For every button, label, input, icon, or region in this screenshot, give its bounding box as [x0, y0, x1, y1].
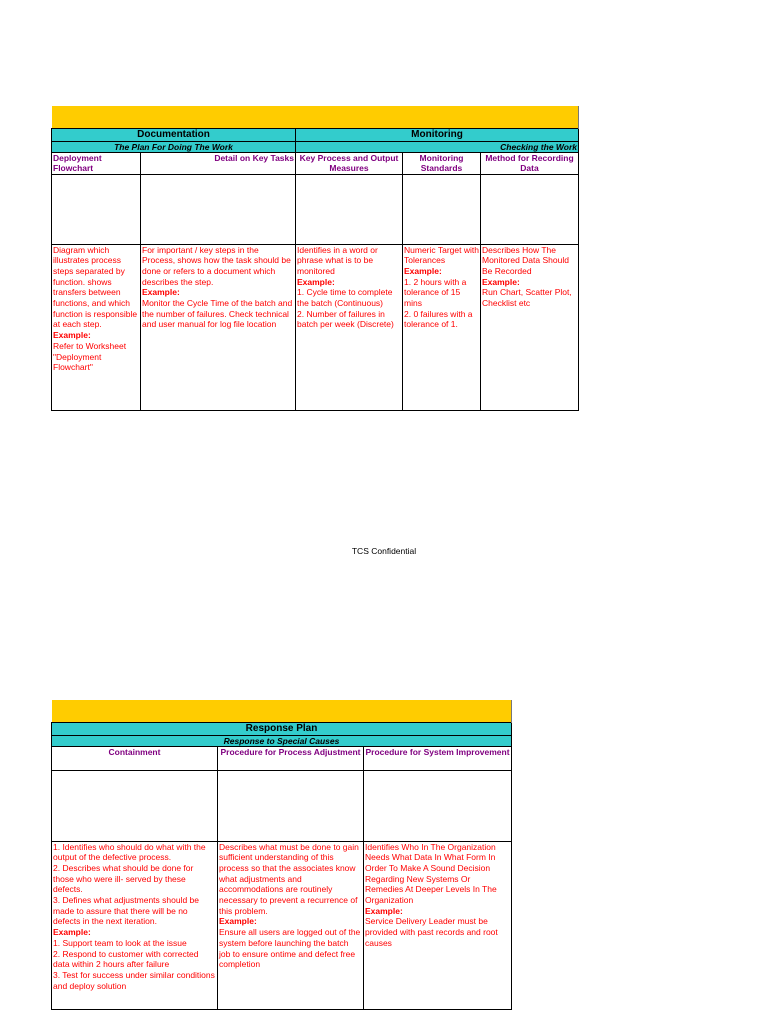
desc-recording	[481, 244, 579, 410]
monitoring-subheader: Checking the Work	[296, 141, 579, 152]
col-measures: Key Process and Output Measures	[296, 152, 403, 174]
desc-containment	[52, 841, 218, 1009]
col-key-tasks: Detail on Key Tasks	[141, 152, 296, 174]
desc-measures	[296, 244, 403, 410]
documentation-subheader: The Plan For Doing The Work	[52, 141, 296, 152]
desc-key-tasks	[141, 244, 296, 410]
example-text: 1. Cycle time to complete the batch (Continuous) 2. Number of failures in batch per week (Discrete)	[297, 287, 394, 330]
desc-text: Diagram which illustrates process steps separated by function. shows transfers between functions, and which function is responsible at each step.	[53, 244, 138, 330]
example-label: Example:	[53, 330, 91, 341]
confidential-footer: TCS Confidential	[351, 546, 417, 556]
example-label: Example:	[365, 905, 403, 916]
example-text: Monitor the Cycle Time of the batch and the number of failures. Check technical and user manual for log file location	[142, 298, 293, 330]
desc-text: For important / key steps in the Process, shows how the task should be done or refers to a document which describes the step.	[142, 244, 291, 287]
col-process-adjustment: Procedure for Process Adjustment	[218, 746, 364, 770]
desc-text: Describes How The Monitored Data Should Be Recorded	[482, 244, 569, 276]
example-text: 1. Support team to look at the issue 2. Respond to customer with corrected data within 2 hours after failure 3. Test for success under similar conditions and deploy solution	[53, 937, 215, 991]
title-band	[52, 700, 512, 722]
desc-flowchart	[52, 244, 141, 410]
response-plan-header: Response Plan	[52, 722, 512, 735]
desc-standards	[403, 244, 481, 410]
example-label: Example:	[404, 265, 442, 276]
col-monitoring-standards: Monitoring Standards	[403, 152, 481, 174]
response-plan-table	[51, 700, 512, 1010]
example-text: Run Chart, Scatter Plot, Checklist etc	[482, 287, 572, 309]
empty-row	[52, 770, 512, 841]
example-label: Example:	[297, 276, 335, 287]
desc-process-adjustment	[218, 841, 364, 1009]
example-label: Example:	[53, 927, 91, 938]
example-label: Example:	[142, 287, 180, 298]
title-band	[52, 106, 579, 128]
example-text: Refer to Worksheet "Deployment Flowchart"	[53, 340, 127, 373]
desc-system-improvement	[364, 841, 512, 1009]
control-plan-table	[51, 106, 579, 411]
example-label: Example:	[482, 276, 520, 287]
desc-text: Numeric Target with Tolerances	[404, 244, 479, 266]
example-text: 1. 2 hours with a tolerance of 15 mins 2. 0 failures with a tolerance of 1.	[404, 276, 473, 330]
col-system-improvement: Procedure for System Improvement	[364, 746, 512, 770]
documentation-header: Documentation	[52, 128, 296, 141]
empty-row	[52, 174, 579, 244]
monitoring-header: Monitoring	[296, 128, 579, 141]
example-text: Ensure all users are logged out of the system before launching the batch job to ensure ontime and defect free completion	[219, 927, 361, 970]
example-text: Service Delivery Leader must be provided with past records and root causes	[365, 916, 498, 948]
response-plan-subheader: Response to Special Causes	[52, 735, 512, 746]
example-label: Example:	[219, 916, 257, 927]
col-deployment-flowchart: Deployment Flowchart	[52, 152, 141, 174]
col-containment: Containment	[52, 746, 218, 770]
col-recording-method: Method for Recording Data	[481, 152, 579, 174]
desc-text: 1. Identifies who should do what with the output of the defective process. 2. Describes what should be done for those who were ill- served by these defects. 3. Defines what adjustments should be made to assure that there will be no defects in the next iteration.	[53, 841, 206, 927]
desc-text: Identifies in a word or phrase what is to be monitored	[297, 244, 378, 276]
desc-text: Identifies Who In The Organization Needs What Data In What Form In Order To Make A Sound Decision Regarding New Systems Or Remedies At Deeper Levels In The Organization	[365, 841, 497, 906]
desc-text: Describes what must be done to gain sufficient understanding of this process so that the associates know what adjustments and accommodations are routinely necessary to prevent a recurrence of this problem.	[219, 841, 359, 916]
